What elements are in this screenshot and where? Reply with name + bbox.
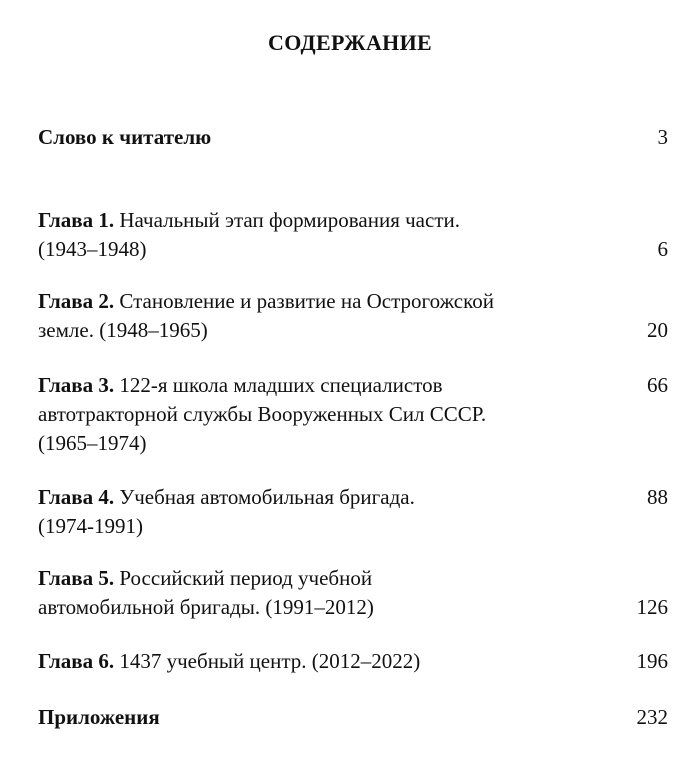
toc-entry-title-line: Становление и развитие на Острогожской [119, 289, 494, 313]
toc-entry-chapter-6 [38, 647, 668, 676]
toc-entry-page: 196 [636, 649, 668, 673]
toc-entry-chapter-1 [38, 206, 668, 264]
toc-entry-label: Глава 2. [38, 289, 115, 313]
toc-title: СОДЕРЖАНИЕ [268, 30, 432, 55]
toc-entry-page: 3 [657, 125, 668, 149]
toc-entry-chapter-3 [38, 371, 668, 458]
toc-entry-page: 6 [657, 237, 668, 261]
toc-entry-title-line: 1437 учебный центр. (2012–2022) [119, 649, 421, 673]
toc-entry-chapter-2 [38, 287, 668, 345]
toc-entry-page: 232 [636, 705, 668, 729]
toc-entry-label: Слово к читателю [38, 125, 212, 149]
toc-entry-title-line: (1943–1948) [38, 237, 147, 261]
toc-entry-label: Глава 4. [38, 485, 115, 509]
toc-entry-page: 20 [647, 318, 668, 342]
toc-entry-title-line: Российский период учебной [119, 566, 373, 590]
toc-entry-page: 126 [636, 595, 668, 619]
toc-entry-foreword [38, 123, 668, 152]
toc-entry-page: 88 [647, 485, 668, 509]
toc-entry-title-line: Учебная автомобильная бригада. [119, 485, 415, 509]
toc-entry-title-line: автомобильной бригады. (1991–2012) [38, 595, 374, 619]
toc-entry-label: Приложения [38, 705, 160, 729]
toc-entry-label: Глава 5. [38, 566, 115, 590]
toc-entry-label: Глава 6. [38, 649, 115, 673]
toc-entry-title-line: земле. (1948–1965) [38, 318, 208, 342]
toc-entry-page: 66 [647, 373, 668, 397]
toc-entry-title-line: (1974-1991) [38, 514, 143, 538]
toc-entry-title-line: Начальный этап формирования части. [119, 208, 460, 232]
toc-entry-appendix [38, 703, 668, 732]
toc-entry-chapter-5 [38, 564, 668, 622]
toc-entry-title-line: автотракторной службы Вооруженных Сил СССР. [38, 402, 487, 426]
toc-entry-label: Глава 3. [38, 373, 115, 397]
toc-entry-label: Глава 1. [38, 208, 115, 232]
toc-entry-title-line: (1965–1974) [38, 431, 147, 455]
toc-entry-title-line: 122-я школа младших специалистов [119, 373, 443, 397]
toc-entry-chapter-4 [38, 483, 668, 541]
